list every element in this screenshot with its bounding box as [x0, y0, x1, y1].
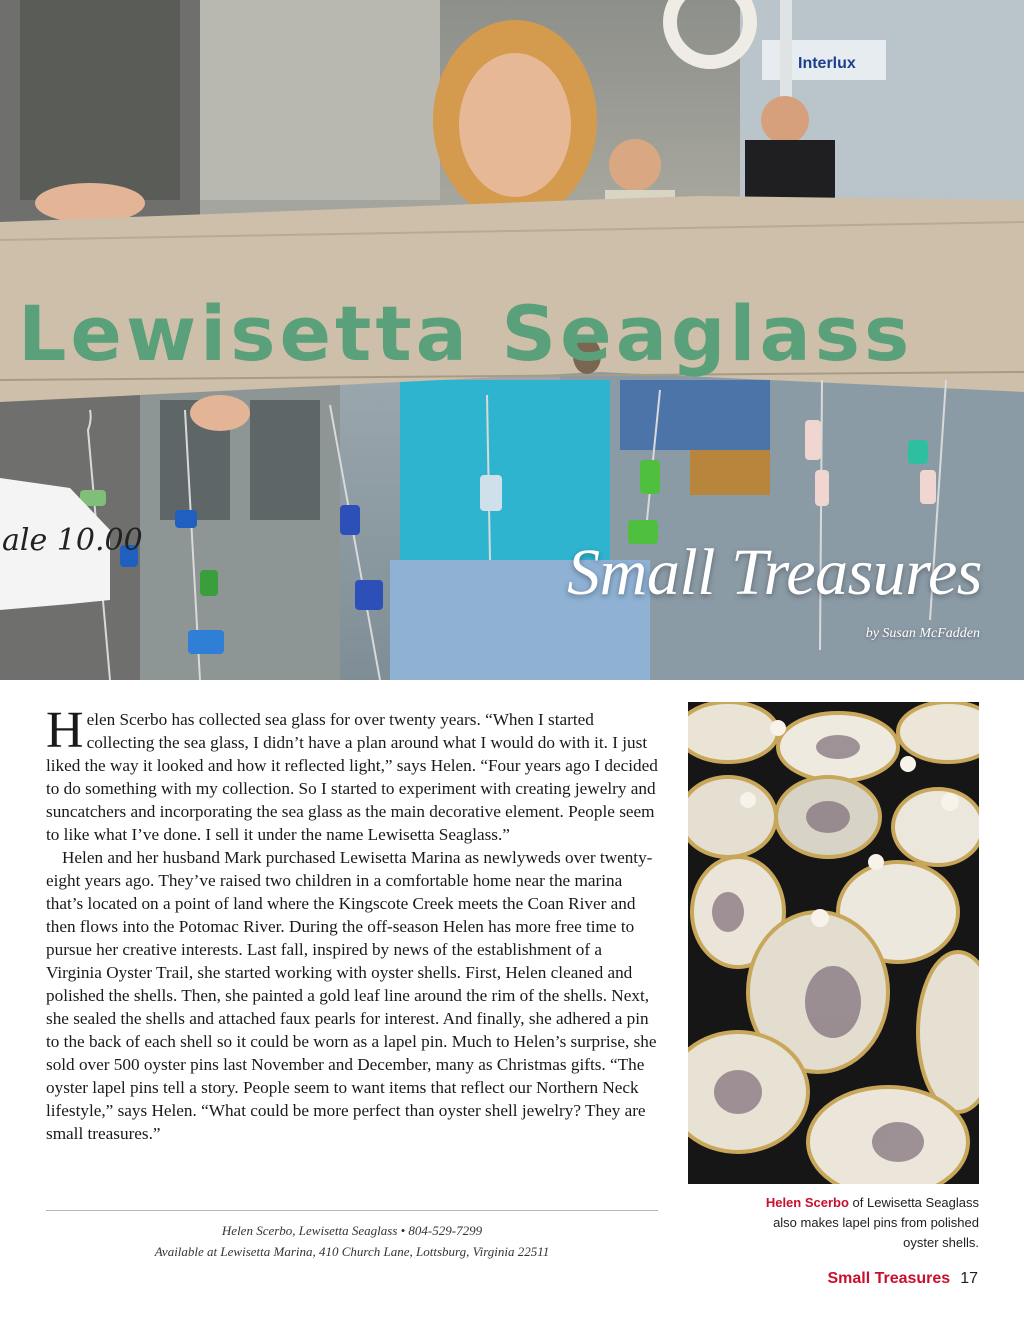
page-number: 17: [960, 1270, 978, 1287]
paragraph-1: [46, 702, 660, 846]
contact-credit: [46, 1220, 658, 1262]
byline: by Susan McFadden: [865, 626, 980, 641]
sign-text: Lewisetta Seaglass: [18, 289, 914, 378]
drop-cap: H: [46, 702, 84, 759]
oyster-shells-photo: [688, 702, 979, 1184]
article-body: [46, 702, 660, 1145]
article-title: Small Treasures: [567, 536, 982, 609]
footer-section-title: Small Treasures: [827, 1270, 951, 1287]
price-tag-text: ale 10.00: [2, 523, 143, 558]
shells-illustration: [688, 702, 979, 1184]
store-sign: Interlux: [798, 55, 856, 72]
divider: [46, 1210, 658, 1211]
caption-name: Helen Scerbo: [765, 1195, 849, 1210]
paragraph-1-text: elen Scerbo has collected sea glass for over twenty years. “When I started collecting the sea glass, I didn’t have a plan around what I would do with it. I just liked the way it looked and how it reflected light,” says Helen. “Four years ago I decided to do something with my collection. So I started to experiment with creating jewelry and suncatchers and incorporating the sea glass as the main decorative element. People seem to like what I’ve done. I sell it under the name Lewisetta Seaglass.”: [46, 710, 658, 844]
paragraph-2: Helen and her husband Mark purchased Lewisetta Marina as newlyweds over twenty-eight years ago. They’ve raised two children in a comfortable home near the marina that’s located on a point of land where the Kingscote Creek meets the Coan River and then flows into the Potomac River. During the off-season Helen has more free time to pursue her creative interests. Last fall, inspired by news of the establishment of a Virginia Oyster Trail, she started working with oyster shells. First, Helen cleaned and polished the shells. Then, she painted a gold leaf line around the rim of the shells. Next, she sealed the shells and attached faux pearls for interest. And finally, she adhered a pin to the back of each shell so it could be worn as a lapel pin. Much to Helen’s surprise, she sold over 500 oyster pins last November and December, many as Christmas gifts. “The oyster lapel pins tell a story. People seem to want items that reflect our Northern Neck lifestyle,” says Helen. “What could be more perfect than oyster shell jewelry? They are small treasures.”: [46, 848, 657, 1143]
page-footer: [827, 1270, 978, 1288]
caption-text: of Lewisetta Seaglass also makes lapel pins from polished oyster shells.: [773, 1195, 979, 1250]
credit-line-2: Available at Lewisetta Marina, 410 Church Lane, Lottsburg, Virginia 22511: [154, 1244, 550, 1259]
photo-caption: [760, 1193, 979, 1253]
credit-line-1: Helen Scerbo, Lewisetta Seaglass • 804-529-7299: [221, 1223, 483, 1238]
